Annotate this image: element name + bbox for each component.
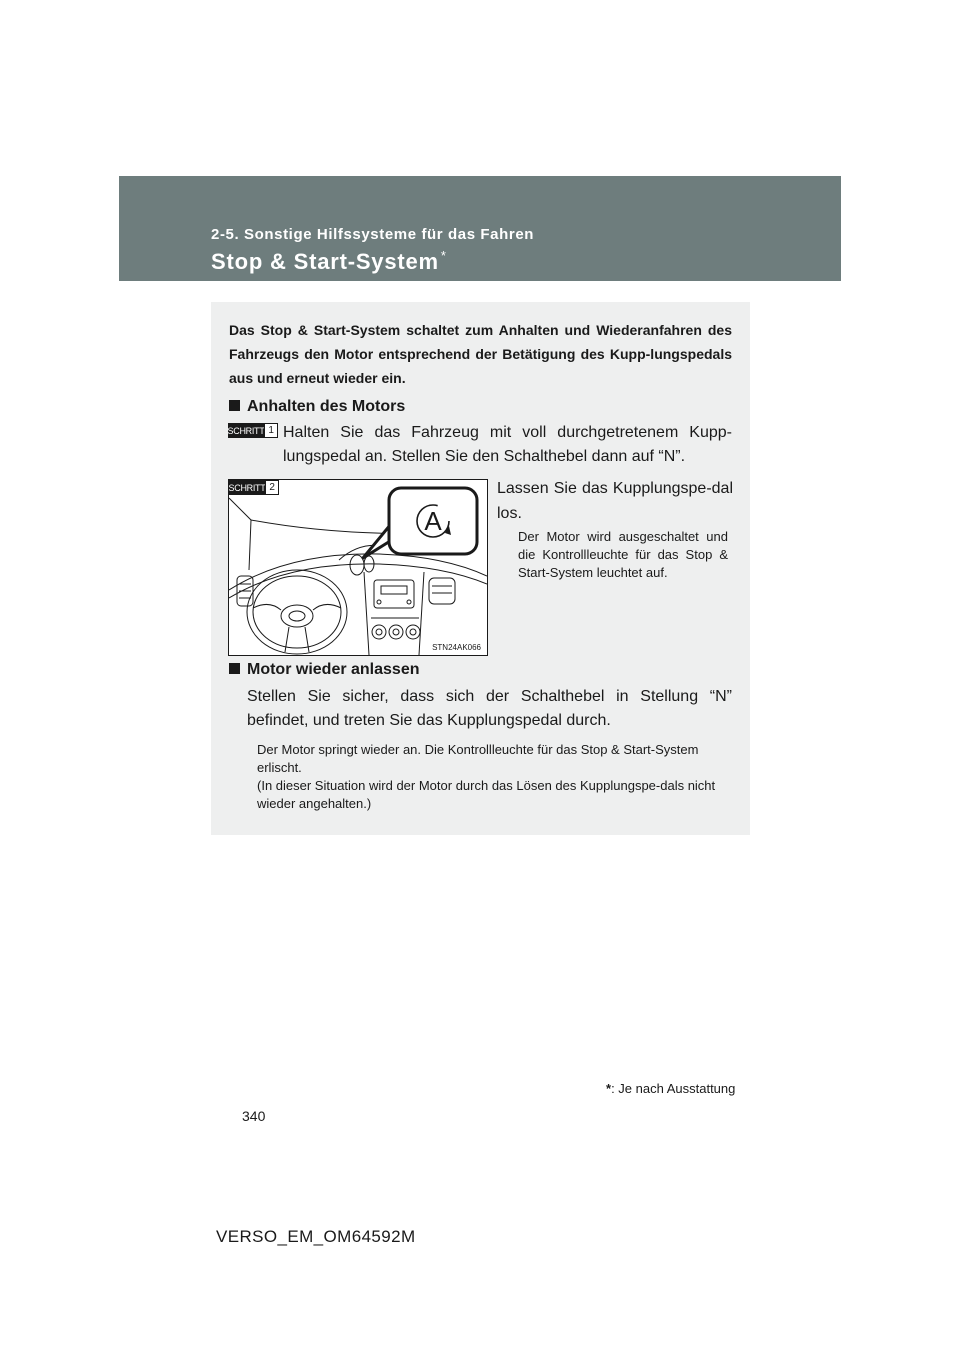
step-1-badge — [228, 423, 278, 438]
restart-heading — [229, 661, 420, 679]
step-2-badge — [229, 480, 279, 495]
step-2-text: Lassen Sie das Kupplungspe-dal los. — [497, 480, 733, 522]
page-title-text: Stop & Start-System — [211, 249, 439, 274]
document-code: VERSO_EM_OM64592M — [216, 1227, 416, 1246]
square-bullet-icon — [229, 400, 240, 411]
section-header — [119, 176, 841, 281]
restart-heading-text: Motor wieder anlassen — [247, 661, 420, 678]
section-label: 2-5. Sonstige Hilfssysteme für das Fahren — [211, 226, 535, 243]
step-badge-number: 2 — [265, 480, 279, 495]
stop-heading-text: Anhalten des Motors — [247, 398, 406, 415]
step-1-text: Halten Sie das Fahrzeug mit voll durchgetretenem Kupp-lungspedal an. Stellen Sie den Schalthebel dann auf “N”. — [283, 424, 732, 465]
asterisk-icon: * — [606, 1081, 612, 1096]
step-badge-word: SCHRITT — [228, 423, 264, 438]
footnote — [606, 1081, 735, 1096]
square-bullet-icon — [229, 663, 240, 674]
restart-note-line-1: Der Motor springt wieder an. Die Kontrollleuchte für das Stop & Start-System erlischt. — [257, 742, 699, 775]
restart-note-line-2: (In dieser Situation wird der Motor durch das Lösen des Kupplungspe-dals nicht wieder angehalten.) — [257, 778, 716, 811]
page-number: 340 — [242, 1108, 266, 1124]
intro-text: Das Stop & Start-System schaltet zum Anhalten und Wiederanfahren des Fahrzeugs den Motor entsprechend der Betätigung des Kupp-lungspedals aus und erneut wieder ein. — [229, 322, 732, 386]
equipment-mark: * — [440, 248, 447, 263]
figure-code: STN24AK066 — [432, 643, 481, 652]
footnote-text: : Je nach Ausstattung — [611, 1081, 736, 1096]
step-2-note: Der Motor wird ausgeschaltet und die Kontrollleuchte für das Stop & Start-System leuchtet auf. — [518, 529, 728, 580]
content-box — [211, 302, 750, 835]
restart-text: Stellen Sie sicher, dass sich der Schalthebel in Stellung “N” befindet, und treten Sie das Kupplungspedal durch. — [247, 688, 732, 729]
page-title — [211, 248, 447, 275]
step-badge-word: SCHRITT — [229, 480, 265, 495]
dashboard-illustration — [228, 479, 488, 656]
stop-heading — [229, 398, 405, 416]
dashboard-drawing — [229, 480, 487, 655]
restart-note — [257, 741, 733, 813]
step-badge-number: 1 — [264, 423, 278, 438]
callout-label: A — [424, 506, 442, 536]
